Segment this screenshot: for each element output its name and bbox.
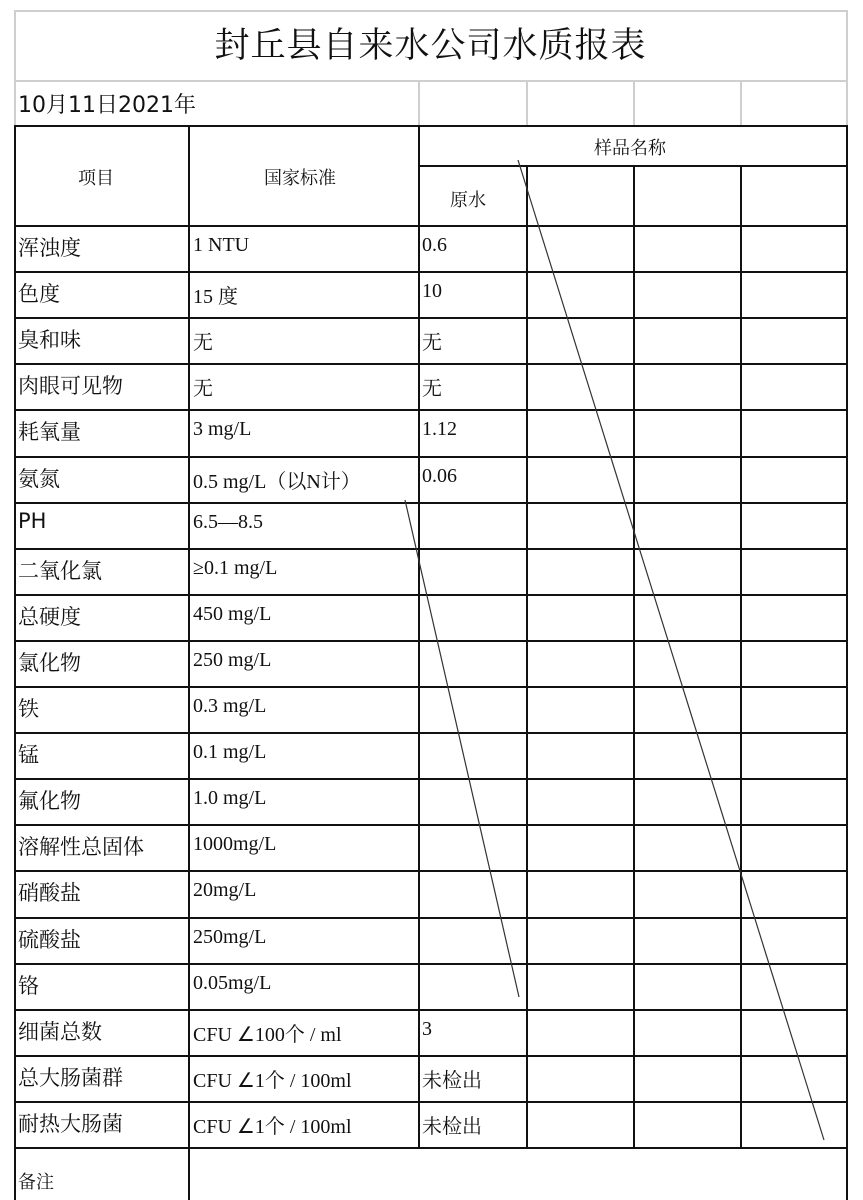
row-standard-value: 20mg/L [193, 879, 257, 902]
row-raw-water-result: 无 [422, 378, 442, 401]
header-item: 项目 [78, 168, 114, 189]
row-item-label: 色度 [18, 282, 60, 307]
strike-line-short [405, 500, 519, 997]
row-item-label: 溶解性总固体 [18, 835, 144, 860]
row-standard-value: 无 [193, 332, 213, 355]
row-standard-value: ≥0.1 mg/L [193, 556, 278, 579]
remarks-label: 备注 [18, 1172, 54, 1193]
row-item-label: 铁 [18, 697, 39, 721]
row-standard-value: 0.5 mg/L（以N计） [193, 470, 361, 493]
row-standard-value: CFU ∠1个 / 100ml [193, 1069, 352, 1092]
row-item-label: 锰 [18, 743, 39, 768]
row-raw-water-result: 0.06 [422, 464, 457, 487]
row-raw-water-result: 无 [422, 332, 442, 355]
header-raw-water: 原水 [450, 190, 486, 211]
row-raw-water-result: 3 [422, 1017, 432, 1040]
header-standard: 国家标准 [264, 168, 336, 189]
row-item-label: 臭和味 [18, 328, 81, 353]
row-item-label: 耐热大肠菌 [18, 1111, 123, 1136]
row-standard-value: 15 度 [193, 286, 238, 309]
row-standard-value: 无 [193, 378, 213, 401]
row-standard-value: 0.1 mg/L [193, 741, 267, 764]
row-standard-value: 0.05mg/L [193, 971, 272, 994]
row-standard-value: CFU ∠100个 / ml [193, 1023, 342, 1046]
row-standard-value: 3 mg/L [193, 418, 252, 441]
row-item-label: 铬 [18, 973, 39, 998]
row-standard-value: 250 mg/L [193, 648, 272, 671]
row-item-label: 硫酸盐 [18, 927, 81, 952]
row-item-label: 氯化物 [18, 650, 81, 675]
row-item-label: 总大肠菌群 [18, 1065, 123, 1090]
row-standard-value: 6.5—8.5 [193, 510, 263, 533]
row-item-label: 总硬度 [18, 604, 81, 629]
row-raw-water-result: 1.12 [422, 418, 457, 441]
row-raw-water-result: 0.6 [422, 234, 447, 256]
row-item-label: PH [18, 508, 47, 533]
report-title: 封丘县自来水公司水质报表 [214, 26, 647, 66]
row-item-label: 耗氧量 [18, 420, 81, 445]
row-raw-water-result: 未检出 [422, 1069, 482, 1092]
row-item-label: 肉眼可见物 [18, 374, 123, 399]
row-standard-value: 450 mg/L [193, 602, 272, 625]
row-item-label: 硝酸盐 [18, 881, 81, 906]
row-standard-value: 1000mg/L [193, 833, 277, 856]
row-raw-water-result: 未检出 [422, 1115, 482, 1138]
report-date: 10月11日2021年 [18, 93, 196, 118]
row-item-label: 细菌总数 [18, 1019, 102, 1044]
header-sample-name: 样品名称 [594, 138, 666, 159]
strike-line-long [518, 160, 824, 1140]
row-item-label: 浑浊度 [18, 236, 81, 260]
row-standard-value: 0.3 mg/L [193, 695, 267, 717]
row-standard-value: 1.0 mg/L [193, 787, 267, 810]
row-raw-water-result: 10 [422, 280, 442, 303]
row-item-label: 氟化物 [18, 789, 81, 814]
row-standard-value: 1 NTU [193, 234, 250, 256]
row-item-label: 二氧化氯 [18, 558, 102, 583]
row-item-label: 氨氮 [18, 466, 60, 491]
row-standard-value: 250mg/L [193, 925, 267, 948]
row-standard-value: CFU ∠1个 / 100ml [193, 1115, 352, 1138]
